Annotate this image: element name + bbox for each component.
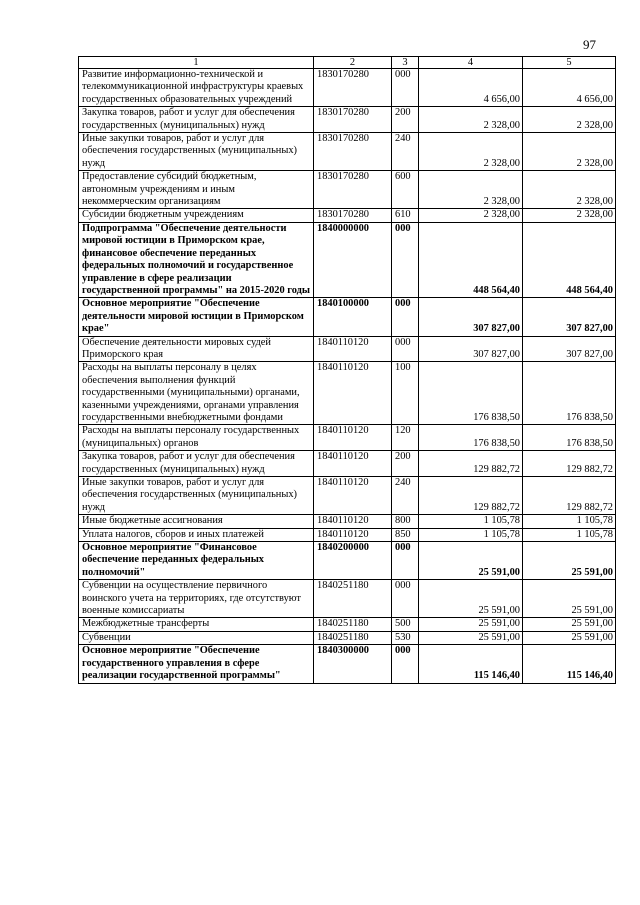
row-type-cell: 850 <box>392 528 419 541</box>
row-type-cell: 000 <box>392 580 419 618</box>
row-value-5-cell: 2 328,00 <box>523 133 616 171</box>
row-code-cell: 1840200000 <box>314 542 392 580</box>
column-number-2: 2 <box>314 57 392 69</box>
row-type-cell: 530 <box>392 631 419 644</box>
row-value-5-cell: 307 827,00 <box>523 298 616 336</box>
row-value-4-cell: 25 591,00 <box>419 631 523 644</box>
row-value-4-cell: 1 105,78 <box>419 528 523 541</box>
row-type-cell: 000 <box>392 336 419 362</box>
row-value-4-cell: 2 328,00 <box>419 209 523 222</box>
table-row <box>79 298 616 336</box>
row-value-4-cell: 25 591,00 <box>419 618 523 631</box>
row-type-cell: 800 <box>392 515 419 528</box>
row-value-5-cell: 129 882,72 <box>523 451 616 477</box>
row-name-cell: Основное мероприятие "Финансовое обеспечение переданных федеральных полномочий" <box>79 542 314 580</box>
page-number: 97 <box>583 37 596 52</box>
row-value-5-cell: 4 656,00 <box>523 69 616 107</box>
table-row <box>79 645 616 683</box>
row-value-5-cell: 25 591,00 <box>523 580 616 618</box>
row-type-cell: 000 <box>392 69 419 107</box>
row-type-cell: 100 <box>392 362 419 425</box>
table-row <box>79 171 616 209</box>
row-code-cell: 1840251180 <box>314 631 392 644</box>
row-name-cell: Иные бюджетные ассигнования <box>79 515 314 528</box>
table-row <box>79 451 616 477</box>
row-value-4-cell: 25 591,00 <box>419 542 523 580</box>
row-name-cell: Субвенции <box>79 631 314 644</box>
table-row <box>79 133 616 171</box>
row-value-5-cell: 2 328,00 <box>523 107 616 133</box>
row-name-cell: Субсидии бюджетным учреждениям <box>79 209 314 222</box>
table-row <box>79 618 616 631</box>
row-type-cell: 240 <box>392 133 419 171</box>
budget-table-body <box>79 57 616 684</box>
row-type-cell: 200 <box>392 451 419 477</box>
column-number-3: 3 <box>392 57 419 69</box>
row-value-5-cell: 307 827,00 <box>523 336 616 362</box>
row-value-4-cell: 4 656,00 <box>419 69 523 107</box>
table-row <box>79 425 616 451</box>
table-row <box>79 362 616 425</box>
row-code-cell: 1830170280 <box>314 171 392 209</box>
row-code-cell: 1840110120 <box>314 451 392 477</box>
row-name-cell: Иные закупки товаров, работ и услуг для обеспечения государственных (муниципальных) нужд <box>79 133 314 171</box>
row-type-cell: 000 <box>392 298 419 336</box>
row-value-4-cell: 129 882,72 <box>419 451 523 477</box>
column-number-row <box>79 57 616 69</box>
row-value-5-cell: 25 591,00 <box>523 542 616 580</box>
row-name-cell: Закупка товаров, работ и услуг для обеспечения государственных (муниципальных) нужд <box>79 107 314 133</box>
row-name-cell: Субвенции на осуществление первичного воинского учета на территориях, где отсутствуют военные комиссариаты <box>79 580 314 618</box>
row-value-4-cell: 307 827,00 <box>419 298 523 336</box>
table-row <box>79 515 616 528</box>
table-row <box>79 542 616 580</box>
row-code-cell: 1830170280 <box>314 133 392 171</box>
row-code-cell: 1840110120 <box>314 336 392 362</box>
row-name-cell: Обеспечение деятельности мировых судей Приморского края <box>79 336 314 362</box>
row-value-4-cell: 2 328,00 <box>419 107 523 133</box>
row-code-cell: 1840110120 <box>314 425 392 451</box>
row-name-cell: Иные закупки товаров, работ и услуг для обеспечения государственных (муниципальных) нужд <box>79 477 314 515</box>
table-row <box>79 477 616 515</box>
row-type-cell: 120 <box>392 425 419 451</box>
row-type-cell: 000 <box>392 222 419 297</box>
row-name-cell: Закупка товаров, работ и услуг для обеспечения государственных (муниципальных) нужд <box>79 451 314 477</box>
budget-table <box>78 56 616 684</box>
row-name-cell: Уплата налогов, сборов и иных платежей <box>79 528 314 541</box>
row-name-cell: Основное мероприятие "Обеспечение государственного управления в сфере реализации государственной программы" <box>79 645 314 683</box>
table-row <box>79 336 616 362</box>
column-number-4: 4 <box>419 57 523 69</box>
row-code-cell: 1840110120 <box>314 515 392 528</box>
row-code-cell: 1840110120 <box>314 362 392 425</box>
row-value-5-cell: 1 105,78 <box>523 515 616 528</box>
row-value-5-cell: 1 105,78 <box>523 528 616 541</box>
table-row <box>79 209 616 222</box>
row-value-4-cell: 115 146,40 <box>419 645 523 683</box>
row-code-cell: 1840100000 <box>314 298 392 336</box>
row-value-5-cell: 115 146,40 <box>523 645 616 683</box>
row-value-5-cell: 176 838,50 <box>523 362 616 425</box>
row-name-cell: Основное мероприятие "Обеспечение деятельности мировой юстиции в Приморском крае" <box>79 298 314 336</box>
row-code-cell: 1840300000 <box>314 645 392 683</box>
row-type-cell: 000 <box>392 645 419 683</box>
row-type-cell: 600 <box>392 171 419 209</box>
column-number-1: 1 <box>79 57 314 69</box>
row-code-cell: 1840251180 <box>314 618 392 631</box>
row-value-4-cell: 129 882,72 <box>419 477 523 515</box>
row-value-4-cell: 1 105,78 <box>419 515 523 528</box>
row-value-4-cell: 2 328,00 <box>419 171 523 209</box>
row-name-cell: Развитие информационно-технической и телекоммуникационной инфраструктуры краевых государственных образовательных учреждений <box>79 69 314 107</box>
row-name-cell: Подпрограмма "Обеспечение деятельности мировой юстиции в Приморском крае, финансовое обеспечение переданных федеральных полномочий и государственное управление в сфере реализации государственной программы" на 2015-2020 годы <box>79 222 314 297</box>
row-code-cell: 1830170280 <box>314 107 392 133</box>
column-number-5: 5 <box>523 57 616 69</box>
row-type-cell: 200 <box>392 107 419 133</box>
row-name-cell: Расходы на выплаты персоналу в целях обеспечения выполнения функций государственными (муниципальными) органами, казенными учреждениями, органами управления государственными внебюджетными фондами <box>79 362 314 425</box>
row-value-5-cell: 176 838,50 <box>523 425 616 451</box>
row-value-4-cell: 307 827,00 <box>419 336 523 362</box>
row-code-cell: 1830170280 <box>314 69 392 107</box>
row-value-4-cell: 176 838,50 <box>419 425 523 451</box>
row-value-5-cell: 25 591,00 <box>523 631 616 644</box>
table-row <box>79 631 616 644</box>
table-row <box>79 580 616 618</box>
row-code-cell: 1830170280 <box>314 209 392 222</box>
row-value-4-cell: 448 564,40 <box>419 222 523 297</box>
row-name-cell: Предоставление субсидий бюджетным, автономным учреждениям и иным некоммерческим организациям <box>79 171 314 209</box>
row-value-5-cell: 2 328,00 <box>523 209 616 222</box>
row-type-cell: 500 <box>392 618 419 631</box>
table-row <box>79 222 616 297</box>
row-value-4-cell: 25 591,00 <box>419 580 523 618</box>
table-row <box>79 69 616 107</box>
row-code-cell: 1840251180 <box>314 580 392 618</box>
row-value-5-cell: 25 591,00 <box>523 618 616 631</box>
row-code-cell: 1840000000 <box>314 222 392 297</box>
row-name-cell: Межбюджетные трансферты <box>79 618 314 631</box>
row-value-4-cell: 176 838,50 <box>419 362 523 425</box>
row-value-5-cell: 448 564,40 <box>523 222 616 297</box>
row-name-cell: Расходы на выплаты персоналу государственных (муниципальных) органов <box>79 425 314 451</box>
row-type-cell: 610 <box>392 209 419 222</box>
table-row <box>79 107 616 133</box>
row-value-5-cell: 129 882,72 <box>523 477 616 515</box>
row-code-cell: 1840110120 <box>314 477 392 515</box>
row-type-cell: 240 <box>392 477 419 515</box>
row-type-cell: 000 <box>392 542 419 580</box>
row-code-cell: 1840110120 <box>314 528 392 541</box>
row-value-5-cell: 2 328,00 <box>523 171 616 209</box>
table-row <box>79 528 616 541</box>
row-value-4-cell: 2 328,00 <box>419 133 523 171</box>
